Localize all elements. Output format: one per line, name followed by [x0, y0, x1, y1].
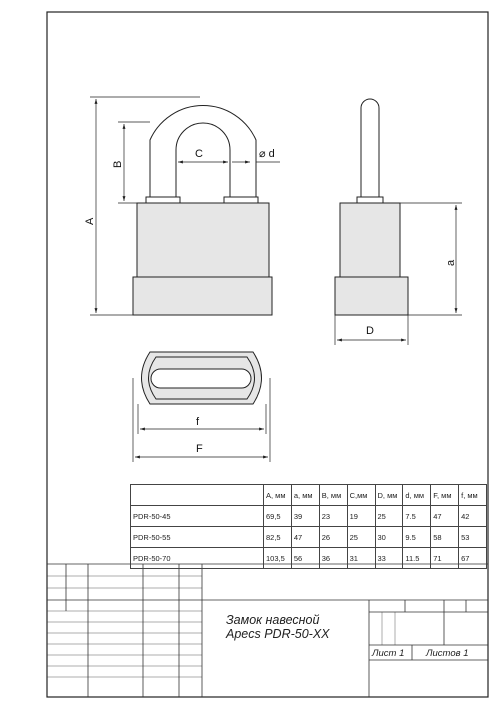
sheet-frame — [47, 12, 488, 697]
table-cell: 19 — [347, 506, 375, 527]
table-cell: 26 — [319, 527, 347, 548]
table-cell: 39 — [291, 506, 319, 527]
title-line-1: Замок навесной — [226, 613, 320, 627]
lock-base — [133, 277, 272, 315]
table-cell: PDR-50-70 — [131, 548, 264, 569]
shackle-inner — [176, 123, 230, 197]
header-cell: F, мм — [431, 485, 459, 506]
top-view — [142, 352, 262, 404]
header-cell: D, мм — [375, 485, 403, 506]
header-cell — [131, 485, 264, 506]
table-cell: 25 — [375, 506, 403, 527]
table-row — [131, 527, 487, 548]
keyhole-slot — [151, 369, 251, 388]
drawing-title — [226, 613, 356, 641]
dim-label-d-dia: ⌀ d — [259, 148, 275, 160]
table-cell: 67 — [459, 548, 487, 569]
front-view — [133, 106, 272, 315]
table-cell: 47 — [431, 506, 459, 527]
table-cell: 31 — [347, 548, 375, 569]
dim-label-f-inner: f — [196, 416, 200, 428]
table-cell: 7.5 — [403, 506, 431, 527]
table-cell: 58 — [431, 527, 459, 548]
side-collar — [357, 197, 383, 203]
dim-label-a-total: A — [84, 217, 96, 225]
table-cell: 53 — [459, 527, 487, 548]
table-cell: 42 — [459, 506, 487, 527]
lock-body — [137, 203, 269, 277]
table-cell: 23 — [319, 506, 347, 527]
side-view — [335, 99, 408, 315]
table-cell: 56 — [291, 548, 319, 569]
header-cell: a, мм — [291, 485, 319, 506]
dim-label-f-outer: F — [196, 443, 203, 455]
sheet-number-label: Лист 1 — [372, 648, 405, 659]
shackle-collar-right — [224, 197, 258, 203]
dim-label-b: B — [112, 160, 124, 168]
table-cell: 71 — [431, 548, 459, 569]
table-row — [131, 548, 487, 569]
shackle-collar-left — [146, 197, 180, 203]
table-cell: 33 — [375, 548, 403, 569]
side-shackle — [361, 99, 379, 197]
title-line-2: Apecs PDR-50-XX — [226, 627, 330, 641]
dim-label-a-side: a — [445, 259, 457, 266]
sheets-count-label: Листов 1 — [426, 648, 469, 659]
table-cell: 36 — [319, 548, 347, 569]
header-cell: B, мм — [319, 485, 347, 506]
table-cell: 82,5 — [264, 527, 292, 548]
shackle-outer — [150, 106, 256, 197]
table-cell: 9.5 — [403, 527, 431, 548]
side-body — [340, 203, 400, 277]
dim-label-c: C — [195, 148, 203, 160]
dim-label-d-body: D — [366, 325, 374, 337]
header-cell: f, мм — [459, 485, 487, 506]
table-cell: 25 — [347, 527, 375, 548]
spec-table — [130, 484, 487, 569]
header-cell: d, мм — [403, 485, 431, 506]
spec-header-row — [131, 485, 487, 506]
table-cell: 47 — [291, 527, 319, 548]
table-cell: 69,5 — [264, 506, 292, 527]
table-cell: PDR-50-45 — [131, 506, 264, 527]
table-row — [131, 506, 487, 527]
table-cell: 103,5 — [264, 548, 292, 569]
header-cell: A, мм — [264, 485, 292, 506]
table-cell: 30 — [375, 527, 403, 548]
side-base — [335, 277, 408, 315]
table-cell: 11.5 — [403, 548, 431, 569]
header-cell: C,мм — [347, 485, 375, 506]
table-cell: PDR-50-55 — [131, 527, 264, 548]
